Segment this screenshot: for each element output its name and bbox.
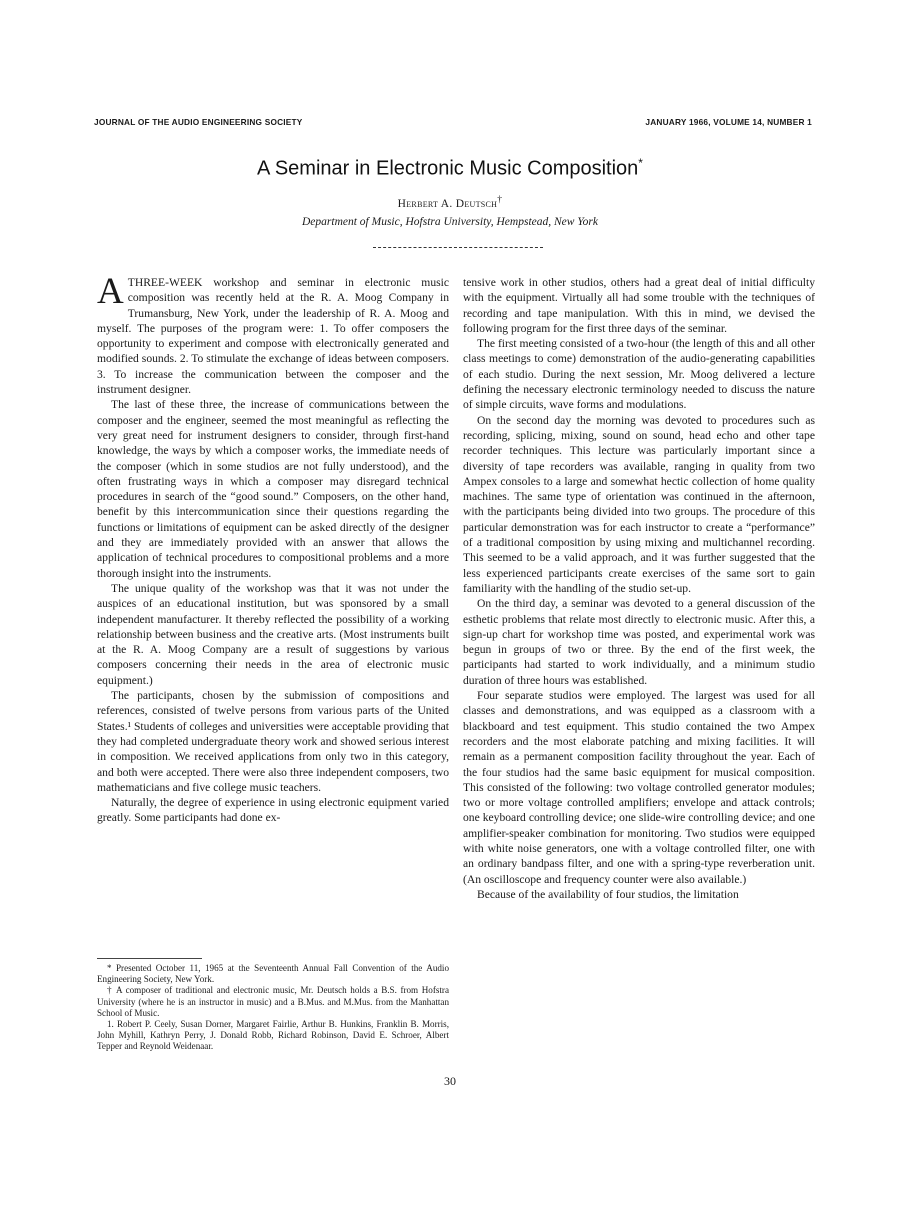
footnote-rule: [97, 958, 202, 959]
issue-info: JANUARY 1966, VOLUME 14, NUMBER 1: [645, 117, 812, 127]
paragraph: The participants, chosen by the submission of compositions and references, consisted of twelve persons from various parts of the United States.¹ Students of colleges and universities were acceptable providing that they had completed undergraduate theory work and showed serious interest in composition. We received applications from only two in this category, and both were accepted. There were also three independent composers, two mathematicians and five college music teachers.: [97, 689, 449, 794]
paragraph: On the third day, a seminar was devoted to a general discussion of the esthetic problems that relate most directly to electronic music. After this, a sign-up chart for workshop time was posted, and experimental work was begun in groups of two or three. By the end of the first week, the participants had started to work individually, and a minimum studio duration of three hours was established.: [463, 597, 815, 687]
footnote: 1. Robert P. Ceely, Susan Dorner, Margaret Fairlie, Arthur B. Hunkins, Franklin B. Morris, John Myhill, Kathryn Perry, J. Donald Robb, Richard Robinson, David E. Schroer, Albert Tepper and Reynold Weidenaar.: [97, 1019, 449, 1052]
right-column: [463, 275, 815, 1065]
paragraph: On the second day the morning was devoted to procedures such as recording, splicing, mixing, sound on sound, head echo and other tape recorder techniques. This lecture was particularly important since a diversity of tape recorders was available, ranging in quality from two Ampex consoles to a large and somewhat hectic collection of home quality machines. The same type of orientation was continued in the afternoon, with the participants being divided into two groups. The procedure of this particular demonstration was for each instructor to create a “performance” of a traditional composition by using mixing and multichannel recording. This seemed to be a valid approach, and it was further suggested that the less experienced participants create exercises of the same sort to gain familiarity with the handling of the studio set-up.: [463, 413, 815, 595]
paragraph: tensive work in other studios, others had a great deal of initial difficulty with the equipment. Virtually all had some trouble with the techniques of recording and tape manipulation. With this in mind, we devised the following program for the first three days of the seminar.: [463, 276, 815, 335]
author-footnote-mark: †: [497, 194, 503, 205]
page-number: 30: [444, 1074, 456, 1088]
left-column: [97, 275, 449, 955]
paragraph: The unique quality of the workshop was that it was not under the auspices of an educational institution, but was sponsored by a small independent manufacturer. It thereby reflected the possibility of a working relationship between business and the creative arts. (Most instruments built at the R. A. Moog Company are a result of suggestions by various composers concerning their needs in the area of electronic music equipment.): [97, 581, 449, 687]
paragraph: Because of the availability of four studios, the limitation: [477, 887, 739, 901]
drop-cap: A: [97, 275, 124, 312]
author-name: Herbert A. Deutsch: [397, 197, 498, 210]
article-title: [0, 156, 900, 181]
title-footnote-mark: *: [638, 156, 643, 170]
article-title-text: A Seminar in Electronic Music Composition: [257, 157, 639, 180]
author-line: [0, 194, 900, 210]
journal-name: JOURNAL OF THE AUDIO ENGINEERING SOCIETY: [94, 117, 303, 127]
footnote: * Presented October 11, 1965 at the Seventeenth Annual Fall Convention of the Audio Engineering Society, New York.: [97, 963, 449, 985]
paragraph: Four separate studios were employed. The largest was used for all classes and demonstrations, and was equipped as a classroom with a blackboard and test equipment. This studio contained the two Ampex recorders and the most elaborate patching and mixing facilities. It will remain as a permanent composition facility throughout the year. Each of the four studios had the same basic equipment for musical composition. This consisted of the following: two voltage controlled generator modules; two or more voltage controlled amplifiers; envelope and attack controls; one keyboard controlling device; one slide-wire controlling device; and one amplifier-speaker combination for monitoring. Two studios were equipped with white noise generators, one with a voltage controlled filter, one with an ordinary bandpass filter, and one with a spring-type reverberation unit. (An oscilloscope and frequency counter were also available.): [463, 689, 815, 886]
paragraph: ATHREE-WEEK workshop and seminar in electronic music composition was recently held at the R. A. Moog Company in Trumansburg, New York, under the leadership of R. A. Moog and myself. The purposes of the program were: 1. To offer composers the opportunity to experiment and compose with electronically generated and modified sounds. 2. To stimulate the exchange of ideas between composers. 3. To increase the communication between the composer and the instrument designer.: [97, 275, 449, 397]
paragraph: The first meeting consisted of a two-hour (the length of this and all other class meetings to come) demonstration of the audio-generating capabilities of each studio. During the next session, Mr. Moog delivered a lecture defining the necessary electronic terminology needed to discuss the nature of simple circuits, wave forms and modulations.: [463, 337, 815, 412]
title-divider: [373, 247, 543, 248]
affiliation: Department of Music, Hofstra University, Hempstead, New York: [301, 216, 598, 228]
paragraph: Naturally, the degree of experience in using electronic equipment varied greatly. Some participants had done ex-: [97, 796, 449, 825]
paragraph: The last of these three, the increase of communications between the composer and the engineer, seemed the most meaningful as reflecting the very great need for instrument designers to consider, through first-hand knowledge, the ways by which a composer works, the immediate needs of the composer (which in some studios are not fully understood), and the often frustrating ways in which a composer may disregard technical procedures in search of the “good sound.” Composers, on the other hand, benefit by this intercommunication since their questions regarding the functions or limitations of equipment can be asked directly of the designer and they are immediately provided with an answer that allows the application of technical procedures to compositional problems and a more thorough insight into the instruments.: [97, 398, 449, 580]
footnote: † A composer of traditional and electronic music, Mr. Deutsch holds a B.S. from Hofstra University (where he is an instructor in music) and a B.Mus. and M.Mus. from the Manhattan School of Music.: [97, 985, 449, 1018]
footnotes: [97, 963, 449, 1053]
